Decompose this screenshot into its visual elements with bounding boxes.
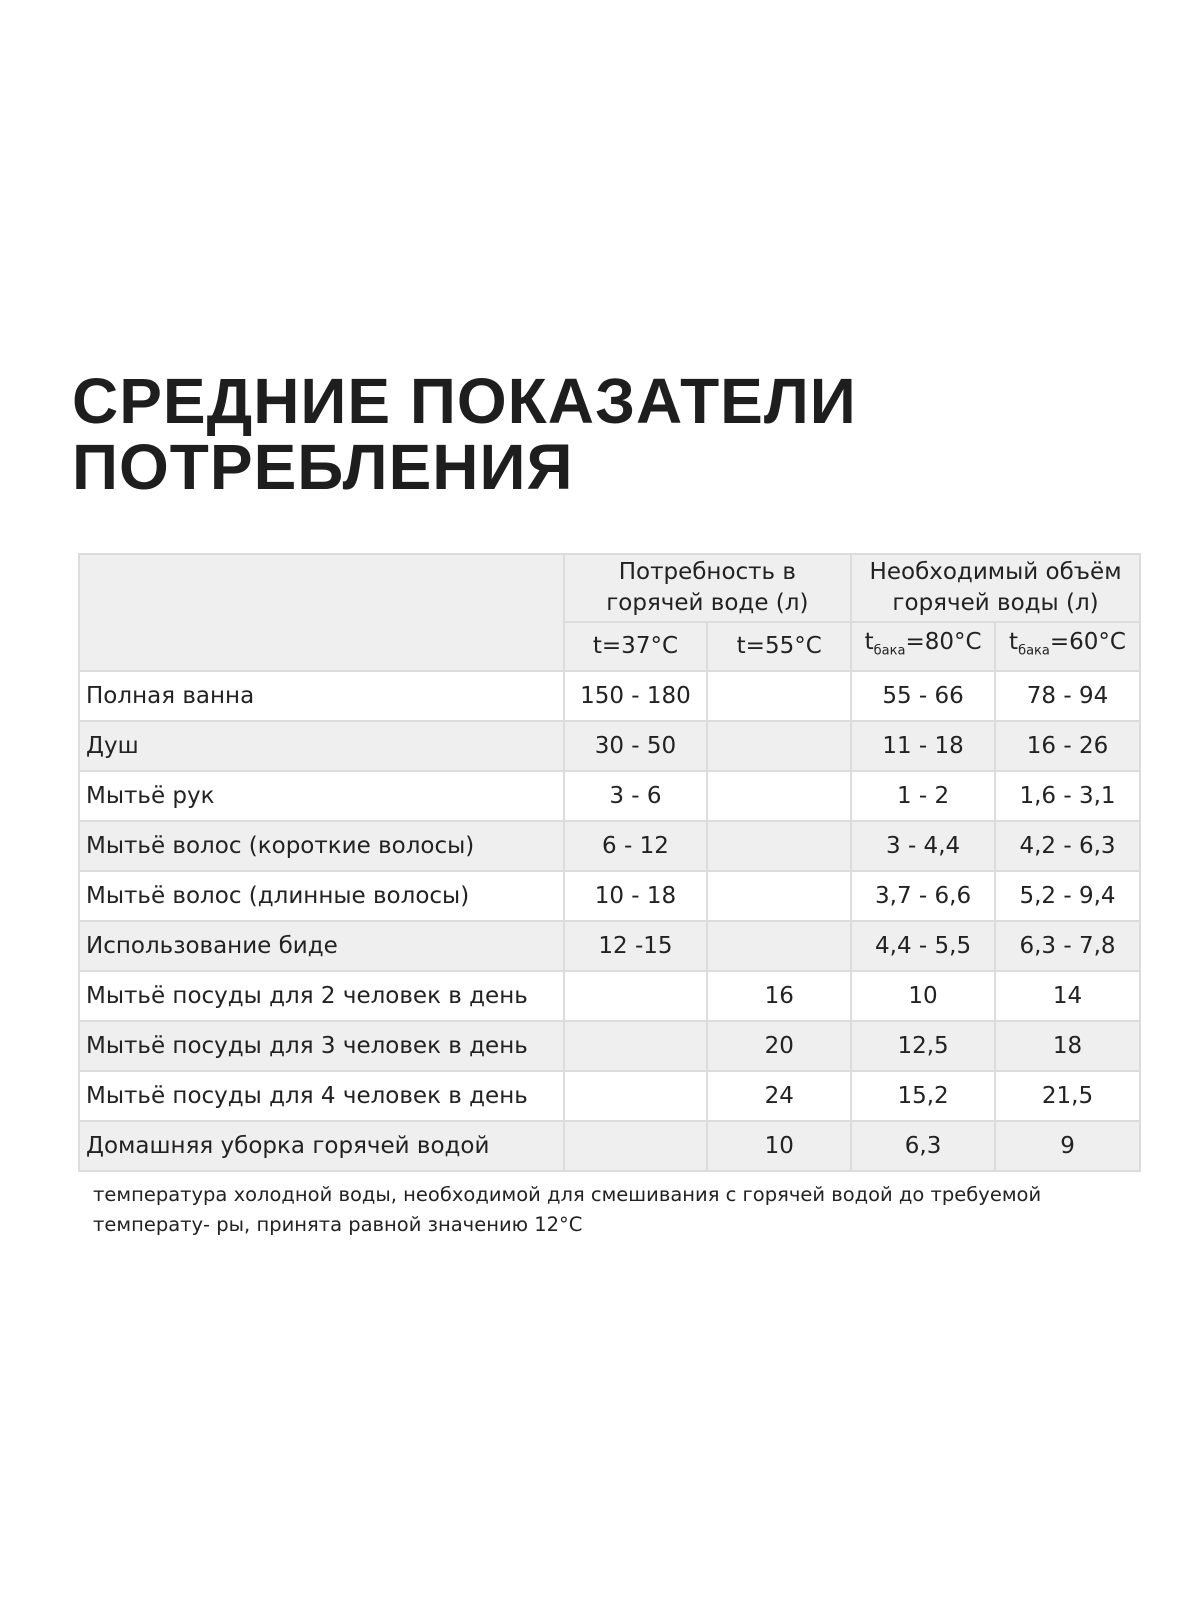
table-row — [79, 671, 1140, 721]
cell-tank-80c: 55 - 66 — [851, 671, 995, 721]
cell-37c — [564, 1021, 708, 1071]
row-label: Мытьё посуды для 4 человек в день — [79, 1071, 564, 1121]
cell-55c: 16 — [707, 971, 851, 1021]
cell-tank-80c: 1 - 2 — [851, 771, 995, 821]
row-label: Мытьё рук — [79, 771, 564, 821]
sub-header-55: t=55°C — [707, 622, 851, 671]
row-label: Использование биде — [79, 921, 564, 971]
cell-tank-80c: 6,3 — [851, 1121, 995, 1171]
table-row — [79, 721, 1140, 771]
consumption-table — [78, 553, 1141, 1172]
cell-tank-60c: 16 - 26 — [995, 721, 1140, 771]
row-label: Душ — [79, 721, 564, 771]
table-row — [79, 921, 1140, 971]
cell-37c — [564, 971, 708, 1021]
cell-tank-60c: 1,6 - 3,1 — [995, 771, 1140, 821]
group-header-row — [79, 554, 1140, 622]
cell-55c: 10 — [707, 1121, 851, 1171]
empty-header-cell — [79, 554, 564, 671]
cell-37c: 6 - 12 — [564, 821, 708, 871]
row-label: Мытьё волос (длинные волосы) — [79, 871, 564, 921]
cell-37c: 12 -15 — [564, 921, 708, 971]
cell-tank-80c: 10 — [851, 971, 995, 1021]
cell-55c: 24 — [707, 1071, 851, 1121]
cell-tank-80c: 11 - 18 — [851, 721, 995, 771]
title-line-2: ПОТРЕБЛЕНИЯ — [72, 431, 574, 503]
row-label: Домашняя уборка горячей водой — [79, 1121, 564, 1171]
sub-header-tank-60: $t_{бака}=60^\circ C$ — [995, 622, 1140, 671]
cell-tank-60c: 18 — [995, 1021, 1140, 1071]
table-row — [79, 1121, 1140, 1171]
cell-tank-80c: 12,5 — [851, 1021, 995, 1071]
cell-tank-80c: 3 - 4,4 — [851, 821, 995, 871]
cell-37c: 150 - 180 — [564, 671, 708, 721]
cell-55c — [707, 771, 851, 821]
cell-tank-60c: 6,3 - 7,8 — [995, 921, 1140, 971]
table-row — [79, 821, 1140, 871]
sub-header-tank-80: $t_{бака}=80^\circ C$ — [851, 622, 995, 671]
cell-tank-60c: 5,2 - 9,4 — [995, 871, 1140, 921]
cell-37c — [564, 1071, 708, 1121]
group-header-volume: Необходимый объём горячей воды (л) — [851, 554, 1140, 622]
cell-tank-60c: 14 — [995, 971, 1140, 1021]
row-label: Мытьё посуды для 2 человек в день — [79, 971, 564, 1021]
cell-37c: 3 - 6 — [564, 771, 708, 821]
group-header-demand: Потребность в горячей воде (л) — [564, 554, 852, 622]
row-label: Мытьё посуды для 3 человек в день — [79, 1021, 564, 1071]
table-row — [79, 971, 1140, 1021]
title-line-1: СРЕДНИЕ ПОКАЗАТЕЛИ — [72, 365, 857, 437]
row-label: Мытьё волос (короткие волосы) — [79, 821, 564, 871]
cell-tank-60c: 9 — [995, 1121, 1140, 1171]
table-row — [79, 1071, 1140, 1121]
cell-tank-60c: 78 - 94 — [995, 671, 1140, 721]
cell-tank-80c: 3,7 - 6,6 — [851, 871, 995, 921]
sub-header-37: t=37°C — [564, 622, 708, 671]
cell-55c: 20 — [707, 1021, 851, 1071]
cell-55c — [707, 871, 851, 921]
cell-tank-80c: 4,4 - 5,5 — [851, 921, 995, 971]
footnote: температура холодной воды, необходимой для смешивания с горячей водой до требуемой температу- ры, принята равной значению 12°С — [93, 1183, 1042, 1236]
cell-55c — [707, 721, 851, 771]
cell-37c: 30 - 50 — [564, 721, 708, 771]
table-row — [79, 771, 1140, 821]
cell-tank-80c: 15,2 — [851, 1071, 995, 1121]
cell-37c — [564, 1121, 708, 1171]
cell-55c — [707, 671, 851, 721]
cell-37c: 10 - 18 — [564, 871, 708, 921]
row-label: Полная ванна — [79, 671, 564, 721]
table-row — [79, 1021, 1140, 1071]
cell-55c — [707, 821, 851, 871]
cell-tank-60c: 21,5 — [995, 1071, 1140, 1121]
page-title — [72, 365, 857, 503]
cell-55c — [707, 921, 851, 971]
table-row — [79, 871, 1140, 921]
cell-tank-60c: 4,2 - 6,3 — [995, 821, 1140, 871]
